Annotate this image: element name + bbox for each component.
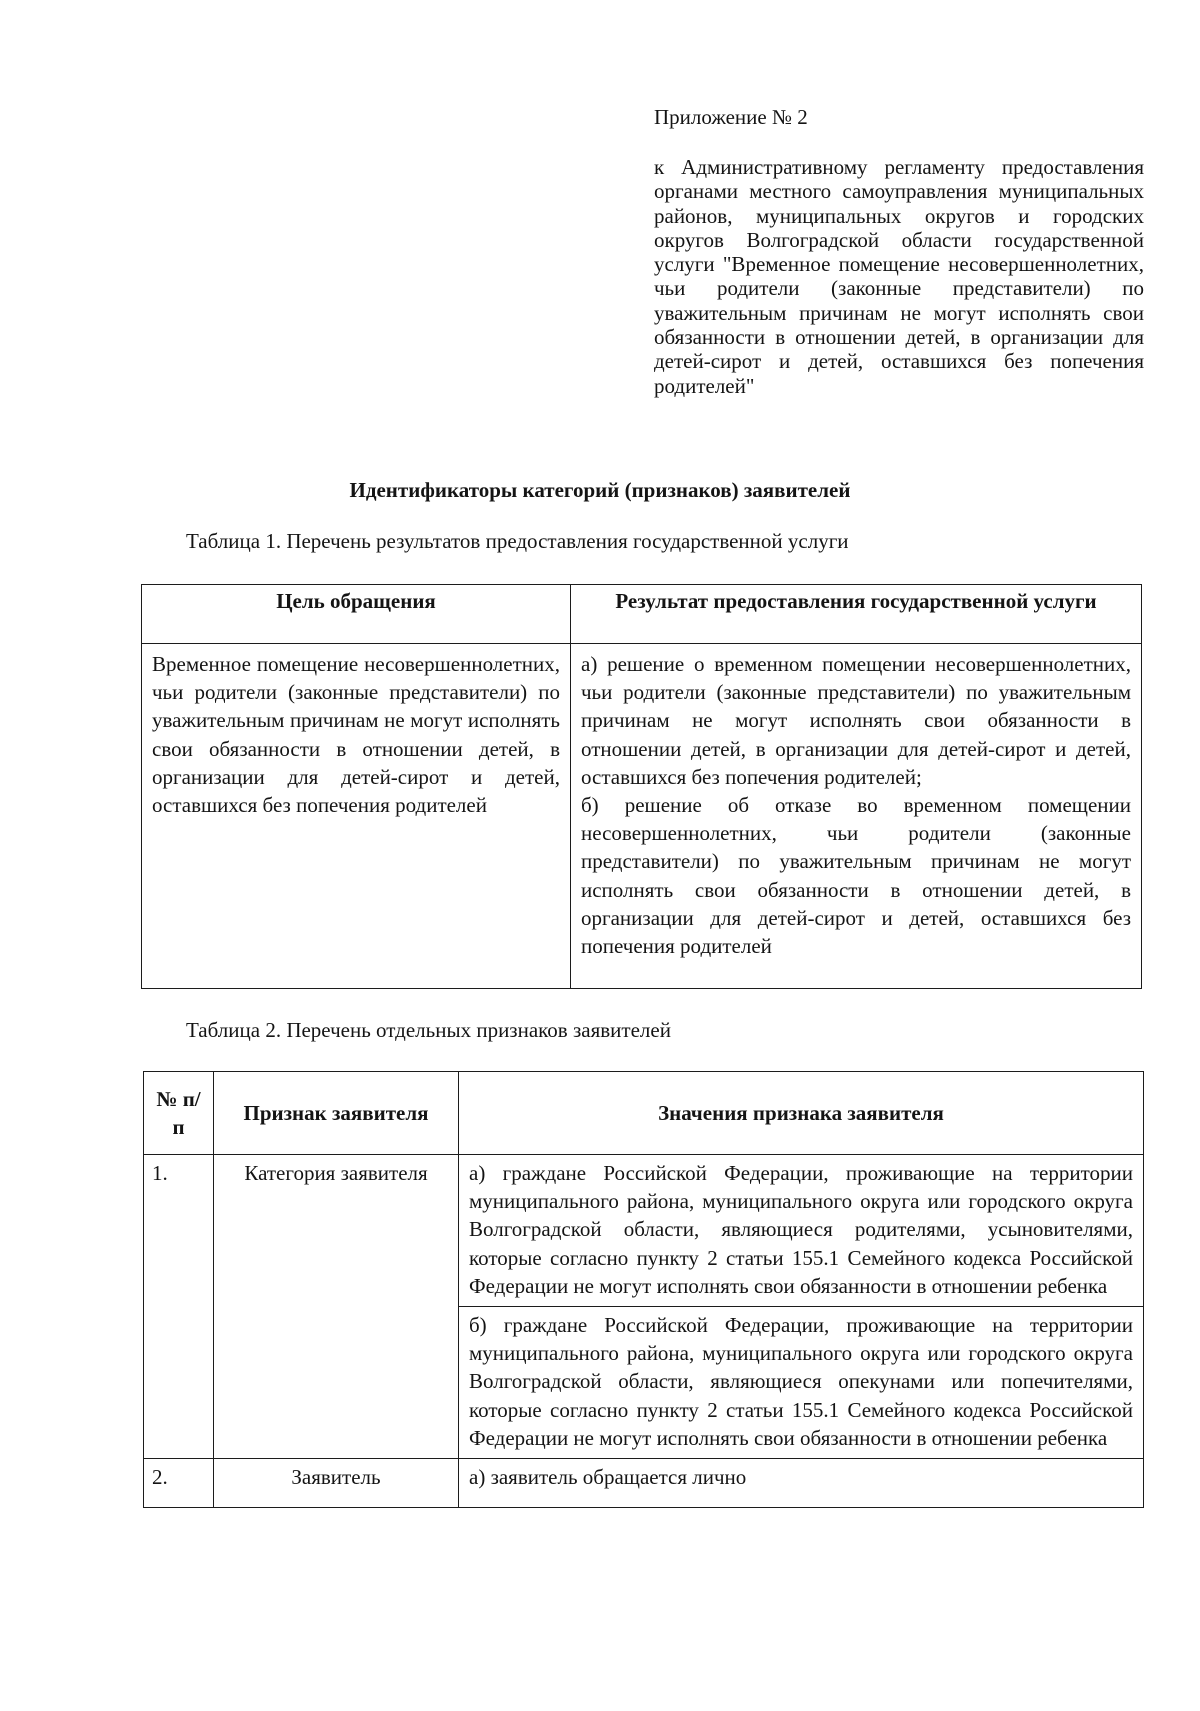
header-number: № п/п <box>144 1072 214 1155</box>
row-value: б) граждане Российской Федерации, проживающие на территории муниципального района, муниципального округа или городского округа Волгоградской области, являющиеся опекунами или попечителями, которые согласно пункту 2 статьи 155.1 Семейного кодекса Российской Федерации не могут исполнять свои обязанности в отношении ребенка <box>459 1307 1144 1459</box>
appendix-text: к Административному регламенту предоставления органами местного самоуправления муниципальных районов, муниципальных округов и городских округов Волгоградской области государственной услуги "Временное помещение несовершеннолетних, чьи родители (законные представители) по уважительным причинам не могут исполнять свои обязанности в отношении детей, в организации для детей-сирот и детей, оставшихся без попечения родителей" <box>654 155 1144 398</box>
table2-caption: Таблица 2. Перечень отдельных признаков заявителей <box>186 1018 671 1042</box>
table1-caption: Таблица 1. Перечень результатов предоставления государственной услуги <box>186 529 849 553</box>
appendix-number: Приложение № 2 <box>654 105 808 129</box>
results-table <box>141 584 1142 989</box>
header-purpose: Цель обращения <box>142 585 571 644</box>
purpose-cell: Временное помещение несовершеннолетних, чьи родители (законные представители) по уважительным причинам не могут исполнять свои обязанности в отношении детей, в организации для детей-сирот и детей, оставшихся без попечения родителей <box>142 644 571 989</box>
row-value: а) заявитель обращается лично <box>459 1459 1144 1508</box>
header-attribute: Признак заявителя <box>214 1072 459 1155</box>
row-number: 2. <box>144 1459 214 1508</box>
table-row <box>144 1459 1144 1508</box>
table-header-row <box>142 585 1142 644</box>
table-row <box>144 1155 1144 1307</box>
row-value: а) граждане Российской Федерации, проживающие на территории муниципального района, муниципального округа или городского округа Волгоградской области, являющиеся родителями, усыновителями, которые согласно пункту 2 статьи 155.1 Семейного кодекса Российской Федерации не могут исполнять свои обязанности в отношении ребенка <box>459 1155 1144 1307</box>
row-number-continuation <box>144 1307 214 1459</box>
document-title: Идентификаторы категорий (признаков) заявителей <box>349 478 851 502</box>
attributes-table <box>143 1071 1144 1508</box>
row-attribute-continuation <box>214 1307 459 1459</box>
results-cell <box>571 644 1142 989</box>
table-row <box>144 1307 1144 1459</box>
table-header-row <box>144 1072 1144 1155</box>
appendix-block <box>654 104 1144 398</box>
header-result: Результат предоставления государственной услуги <box>571 585 1142 644</box>
table-row <box>142 644 1142 989</box>
header-values: Значения признака заявителя <box>459 1072 1144 1155</box>
row-attribute: Заявитель <box>214 1459 459 1508</box>
row-number: 1. <box>144 1155 214 1307</box>
result-item: а) решение о временном помещении несовершеннолетних, чьи родители (законные представители) по уважительным причинам не могут исполнять свои обязанности в отношении детей, в организации для детей-сирот и детей, оставшихся без попечения родителей; <box>581 652 1131 789</box>
row-attribute: Категория заявителя <box>214 1155 459 1307</box>
result-item: б) решение об отказе во временном помещении несовершеннолетних, чьи родители (законные представители) по уважительным причинам не могут исполнять свои обязанности в отношении детей, в организации для детей-сирот и детей, оставшихся без попечения родителей <box>581 793 1131 959</box>
